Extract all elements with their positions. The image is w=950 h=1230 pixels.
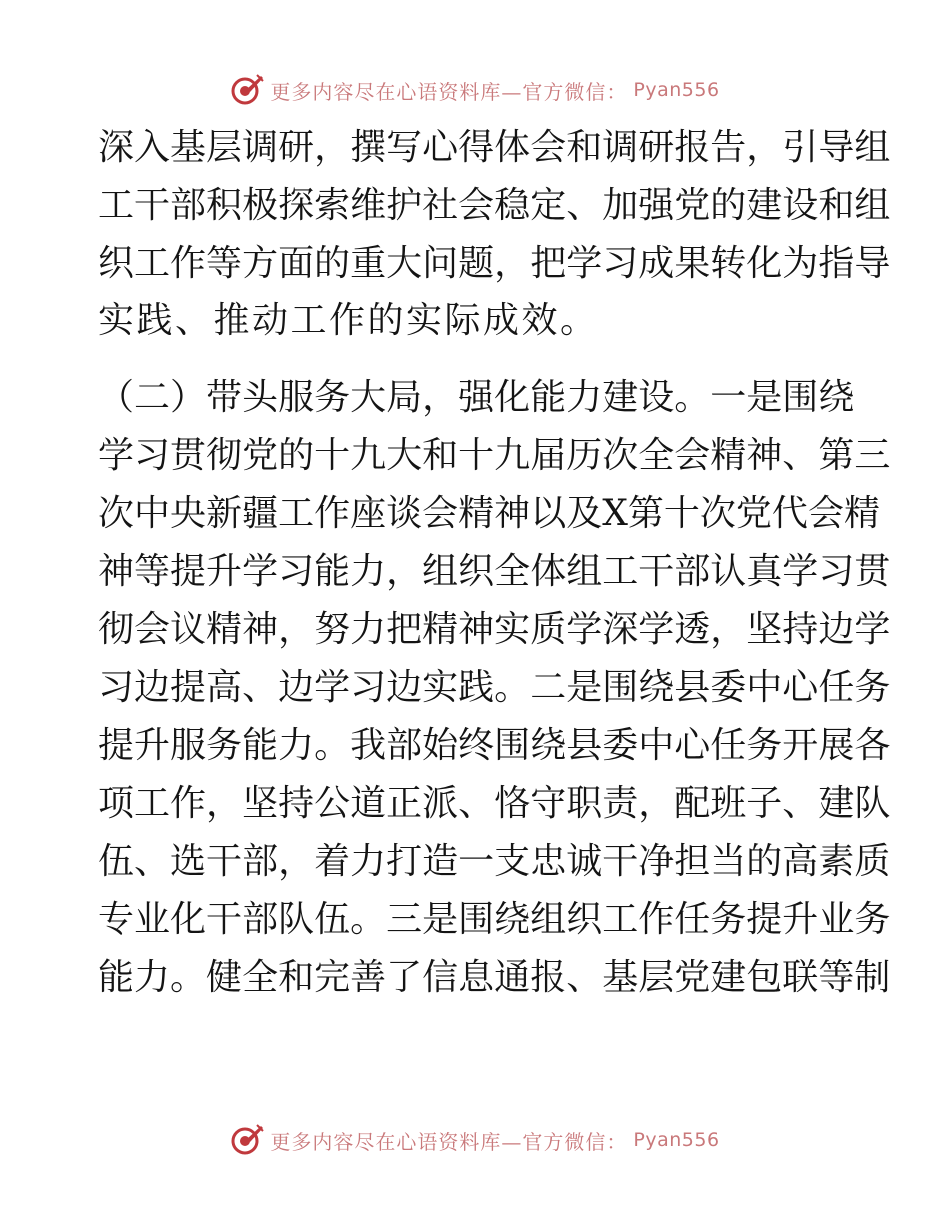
text-line: （ 二 ） 带 头 服 务 大 局 ， 强 化 能 力 建 设 。 一 是 围 绕 xyxy=(98,377,855,418)
text-line: 提 升 服 务 能 力 。 我 部 始 终 围 绕 县 委 中 心 任 务 开 展 各 xyxy=(98,725,891,766)
text-line: 彻 会 议 精 神 ， 努 力 把 精 神 实 质 学 深 学 透 ， 坚 持 边 学 xyxy=(98,609,891,650)
text-line: 深 入 基 层 调 研 ， 撰 写 心 得 体 会 和 调 研 报 告 ， 引 导 组 xyxy=(98,127,891,168)
text-line: 工 干 部 积 极 探 索 维 护 社 会 稳 定 、 加 强 党 的 建 设 和 组 xyxy=(98,185,891,226)
brand-logo-icon xyxy=(230,73,264,107)
header-watermark xyxy=(0,70,950,110)
watermark-text: 更多内容尽在心语资料库—官方微信： xyxy=(270,1129,628,1154)
brand-logo-icon xyxy=(230,1123,264,1157)
watermark-text: 更多内容尽在心语资料库—官方微信： xyxy=(270,79,628,104)
text-line: 伍 、 选 干 部 ， 着 力 打 造 一 支 忠 诚 干 净 担 当 的 高 素 质 xyxy=(98,841,891,882)
text-line: 次 中 央 新 疆 工 作 座 谈 会 精 神 以 及 X 第 十 次 党 代 会 精 xyxy=(98,493,880,534)
text-line: 神 等 提 升 学 习 能 力 ， 组 织 全 体 组 工 干 部 认 真 学 习 贯 xyxy=(98,551,891,592)
text-line: 专 业 化 干 部 队 伍 。 三 是 围 绕 组 织 工 作 任 务 提 升 业 务 xyxy=(98,899,891,940)
text-line: 习 边 提 高 、 边 学 习 边 实 践 。 二 是 围 绕 县 委 中 心 任 务 xyxy=(98,667,891,708)
text-line: 实践、推动工作的实际成效。 xyxy=(98,300,599,341)
text-line: 学 习 贯 彻 党 的 十 九 大 和 十 九 届 历 次 全 会 精 神 、 第 三 xyxy=(98,435,891,476)
watermark-wechat-id: Pyan556 xyxy=(633,79,720,101)
watermark-wechat-id: Pyan556 xyxy=(633,1129,720,1151)
text-line: 能 力 。 健 全 和 完 善 了 信 息 通 报 、 基 层 党 建 包 联 等 制 xyxy=(98,957,891,998)
text-line: 项 工 作 ， 坚 持 公 道 正 派 、 恪 守 职 责 ， 配 班 子 、 建 队 xyxy=(98,783,891,824)
text-line: 织 工 作 等 方 面 的 重 大 问 题 ， 把 学 习 成 果 转 化 为 指 导 xyxy=(98,243,891,284)
footer-watermark xyxy=(0,1120,950,1160)
